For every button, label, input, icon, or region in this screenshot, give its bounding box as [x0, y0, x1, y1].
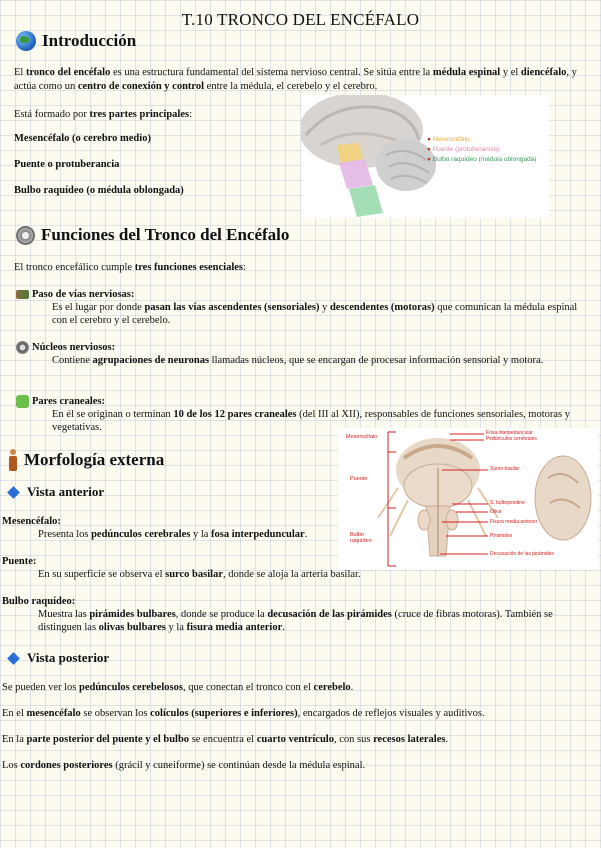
fig-label-bulbopontino: S. bulbopontino [490, 500, 525, 506]
text-run: y la [190, 529, 212, 540]
text-run: se observan los [80, 708, 151, 719]
rail-icon [16, 290, 29, 299]
anterior-label: Bulbo raquídeo: [2, 596, 76, 607]
legend-bulbo: ● Bulbo raquídeo (médula oblongada) [427, 156, 537, 163]
bold-term: cordones posteriores [20, 760, 113, 771]
puzzle-icon [16, 395, 29, 408]
bold-term: pasan las vías ascendentes (sensoriales) [144, 302, 320, 313]
text-run: El tronco encefálico cumple [14, 262, 135, 273]
fig-label-bulbo: Bulbo raquídeo [350, 532, 372, 544]
text-run: . [445, 734, 449, 745]
text-run: El [14, 67, 26, 78]
legend-puente: ● Puente (protuberancia) [427, 146, 500, 153]
bold-term: 10 de los 12 pares craneales [173, 409, 297, 420]
intro-parts-lead [14, 108, 192, 122]
bold-term: recesos laterales [373, 734, 446, 745]
bold-term: colículos (superiores e inferiores) [150, 708, 298, 719]
posterior-line-4 [2, 759, 592, 773]
text-run: , donde se aloja la arteria basilar. [222, 569, 361, 580]
bold-term: cerebelo [313, 682, 351, 693]
text-run: , que conectan el tronco con el [182, 682, 314, 693]
fig-label-decusacion: Decusación de las pirámides [490, 551, 554, 557]
bold-term: tronco del encéfalo [25, 67, 111, 78]
bold-term: pedúnculos cerebrales [91, 529, 191, 540]
anterior-text [2, 568, 422, 581]
anterior-text [2, 528, 362, 541]
text-run: (cruce de fibras motoras). También se distinguen las [38, 609, 553, 633]
fig-label-fosa: Fosa interpeduncular [486, 430, 533, 436]
text-run: es una estructura fundamental del sistema nervioso central. Se sitúa entre la [110, 67, 433, 78]
page-title: T.10 TRONCO DEL ENCÉFALO [181, 10, 420, 29]
text-run: Está formado por [14, 109, 90, 120]
fig-label-pedunculos: Pedúnculos cerebrales [486, 436, 537, 442]
anterior-bulbo [2, 595, 582, 634]
gear-icon [16, 226, 35, 245]
bold-term: diencéfalo [520, 67, 567, 78]
diamond-icon [7, 652, 20, 665]
part-mesencefalo: Mesencéfalo (o cerebro medio) [14, 133, 151, 144]
function-text [16, 354, 590, 367]
text-run: . [282, 622, 285, 633]
ring-icon [16, 341, 29, 354]
text-run: , con sus [333, 734, 374, 745]
diamond-icon [7, 486, 20, 499]
function-title: Pares craneales: [32, 396, 105, 407]
part-puente: Puente o protuberancia [14, 159, 120, 170]
text-run: Se pueden ver los [2, 682, 79, 693]
text-run: En su superficie se observa el [38, 569, 166, 580]
morphology-heading [8, 449, 164, 471]
bold-term: tres funciones esenciales [134, 262, 243, 273]
globe-icon [16, 31, 36, 51]
text-run: : [189, 109, 192, 120]
bold-term: olivas bulbares [98, 622, 166, 633]
text-run: (del III al XII), responsables de funciones sensoriales, motoras y vegetativas. [52, 409, 570, 433]
text-run: En el [2, 708, 27, 719]
text-run: En la [2, 734, 27, 745]
functions-heading [16, 225, 289, 245]
anterior-label: Puente: [2, 556, 37, 567]
intro-heading [16, 31, 136, 51]
posterior-line-2 [2, 707, 592, 721]
text-run: y la [165, 622, 187, 633]
text-run: que comunican la médula espinal con el cerebro y el cerebelo. [52, 302, 578, 326]
function-item-vias [16, 288, 590, 327]
bold-term: fisura media anterior [186, 622, 283, 633]
text-run: , y actúa como un [14, 67, 577, 92]
bold-term: mesencéfalo [26, 708, 81, 719]
fig-label-puente: Puente [350, 476, 368, 482]
anterior-text [2, 608, 582, 634]
bold-term: tres partes principales [89, 109, 190, 120]
function-title: Paso de vías nerviosas: [32, 289, 135, 300]
bold-term: descendentes (motoras) [329, 302, 435, 313]
fig-label-surco: Surco basilar [490, 466, 520, 472]
functions-lead [14, 261, 246, 275]
text-run: , encargados de reflejos visuales y auditivos. [297, 708, 485, 719]
brainstem-sagittal-figure [301, 95, 549, 218]
text-run: En él se originan o terminan [52, 409, 174, 420]
functions-heading-text: Funciones del Tronco del Encéfalo [41, 225, 290, 244]
intro-paragraph [14, 66, 592, 94]
intro-heading-text: Introducción [42, 31, 137, 50]
morphology-heading-text: Morfología externa [24, 450, 165, 469]
posterior-heading-text: Vista posterior [27, 650, 110, 665]
fig-label-mesencefalo: Mesencéfalo [346, 434, 378, 440]
fig-label-piramides: Pirámides [490, 533, 513, 539]
bold-term: parte posterior del puente y el bulbo [26, 734, 190, 745]
posterior-line-1 [2, 681, 592, 695]
bold-term: agrupaciones de neuronas [92, 355, 210, 366]
text-run: , donde se produce la [175, 609, 268, 620]
text-run: . [304, 529, 308, 540]
bold-term: centro de conexión y control [77, 81, 205, 92]
bold-term: pirámides bulbares [89, 609, 176, 620]
anterior-heading [6, 484, 104, 500]
function-text [16, 301, 590, 327]
fig-label-oliva: Oliva [490, 509, 502, 515]
brainstem-illustration [338, 428, 598, 570]
anterior-heading-text: Vista anterior [27, 484, 105, 499]
part-bulbo: Bulbo raquídeo (o médula oblongada) [14, 185, 184, 196]
text-run: Contiene [52, 355, 93, 366]
anterior-mesencefalo [2, 515, 362, 541]
bold-term: cuarto ventrículo [256, 734, 334, 745]
text-run: : [243, 262, 246, 273]
brainstem-anterior-figure [338, 428, 598, 570]
bold-term: fosa interpeduncular [211, 529, 305, 540]
legend-mesencefalo: ● Mesencéfalo [427, 136, 470, 143]
bold-term: surco basilar [165, 569, 223, 580]
text-run: llamadas núcleos, que se encargan de procesar información sensorial y motora. [209, 355, 544, 366]
text-run: Muestra las [38, 609, 90, 620]
text-run: . [350, 682, 354, 693]
text-run: se encuentra el [189, 734, 257, 745]
text-run: y [319, 302, 330, 313]
fig-label-fisura: Fisura media anterior [490, 519, 538, 525]
text-run: entre la médula, el cerebelo y el cerebro. [204, 81, 378, 92]
text-run: Los [2, 760, 21, 771]
anterior-puente [2, 555, 422, 581]
text-run: y el [500, 67, 521, 78]
posterior-line-3 [2, 733, 592, 747]
bold-term: decusación de las pirámides [267, 609, 392, 620]
text-run: Es el lugar por donde [52, 302, 145, 313]
bold-term: pedúnculos cerebelosos [78, 682, 183, 693]
text-run: Presenta los [38, 529, 92, 540]
bold-term: médula espinal [432, 67, 501, 78]
text-run: (grácil y cuneiforme) se continúan desde la médula espinal. [112, 760, 366, 771]
person-icon [8, 449, 18, 471]
function-item-nucleos [16, 341, 590, 367]
anterior-label: Mesencéfalo: [2, 516, 61, 527]
posterior-heading [6, 650, 109, 666]
function-title: Núcleos nerviosos: [32, 342, 116, 353]
